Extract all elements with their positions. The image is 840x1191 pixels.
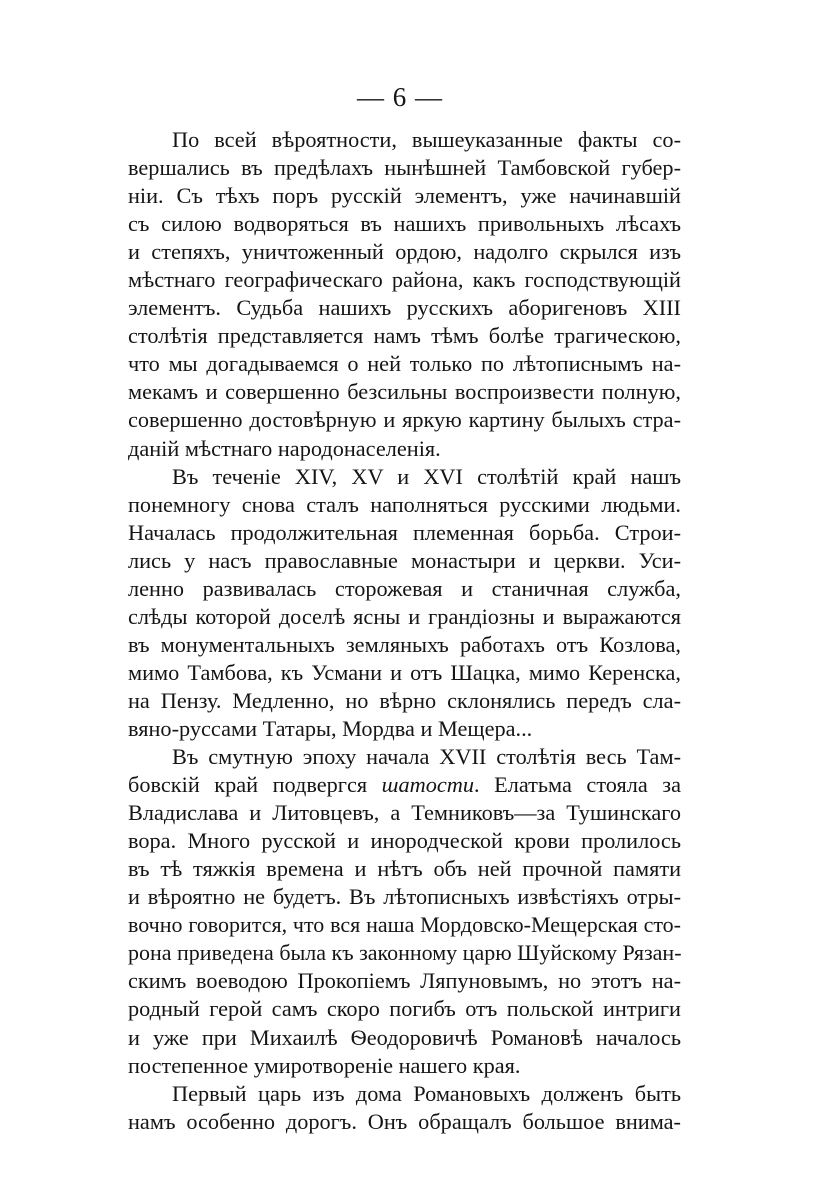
text-line: скимъ воеводою Прокопіемъ Ляпуновымъ, но этотъ на- <box>128 968 681 994</box>
text-line: вяно-руссами Татары, Мордва и Мещера... <box>128 715 533 741</box>
text-line: вершались въ предѣлахъ нынѣшней Тамбовской губер- <box>128 155 681 181</box>
text-line: намъ особенно дорогъ. Онъ обращалъ большое внима- <box>128 1108 681 1134</box>
text-line: и степяхъ, уничтоженный ордою, надолго скрылся изъ <box>128 239 681 265</box>
text-line: мекамъ и совершенно безсильны воспроизвести полную, <box>128 379 681 405</box>
text-line: Первый царь изъ дома Романовыхъ долженъ быть <box>172 1080 681 1106</box>
text-line: столѣтія представляется намъ тѣмъ болѣе трагическою, <box>128 323 681 349</box>
text-line: понемногу снова сталъ наполняться русскими людьми. <box>128 491 681 517</box>
emphasized-word: шатости <box>381 772 474 798</box>
text-line: элементъ. Судьба нашихъ русскихъ аборигеновъ XIII <box>128 295 681 321</box>
body-text <box>128 126 681 1136</box>
text-line: Въ смутную эпоху начала XVII столѣтія весь Там- <box>172 744 681 770</box>
text-line <box>128 771 681 799</box>
text-line: Началась продолжительная племенная борьба. Строи- <box>128 519 681 545</box>
text-line: и уже при Михаилѣ Ѳеодоровичѣ Романовѣ началось <box>128 1024 681 1050</box>
text-line: родный герой самъ скоро погибъ отъ польской интриги <box>128 996 681 1022</box>
text-line-start: бовскій край подвергся <box>128 772 382 798</box>
text-line: слѣды которой доселѣ ясны и грандіозны и выражаются <box>128 603 681 629</box>
text-line: даній мѣстнаго народонаселенія. <box>128 435 441 461</box>
text-line: лись у насъ православные монастыри и церкви. Уси- <box>128 547 681 573</box>
text-line: Въ теченіе XIV, XV и XVI столѣтій край нашъ <box>172 463 681 489</box>
text-line-end: . Елатьма стояла за <box>474 772 681 798</box>
text-line: вора. Много русской и инородческой крови пролилось <box>128 828 681 854</box>
text-line: мѣстнаго географическаго района, какъ господствующій <box>128 267 681 293</box>
text-line: съ силою водворяться въ нашихъ привольныхъ лѣсахъ <box>128 211 681 237</box>
text-line: въ тѣ тяжкія времена и нѣтъ объ ней прочной памяти <box>128 856 681 882</box>
text-line: совершенно достовѣрную и яркую картину былыхъ стра- <box>128 407 681 433</box>
text-line: и вѣроятно не будетъ. Въ лѣтописныхъ извѣстіяхъ отры- <box>128 884 681 910</box>
text-line: мимо Тамбова, къ Усмани и отъ Шацка, мимо Керенска, <box>128 659 681 685</box>
page-number: — 6 — <box>357 82 443 112</box>
text-line: вочно говорится, что вся наша Мордовско-Мещерская сто- <box>128 912 681 938</box>
text-line: ніи. Съ тѣхъ поръ русскій элементъ, уже начинавшій <box>128 183 681 209</box>
text-line: въ монументальныхъ земляныхъ работахъ отъ Козлова, <box>128 631 681 657</box>
text-line: что мы догадываемся о ней только по лѣтописнымъ на- <box>128 351 681 377</box>
text-line: на Пензу. Медленно, но вѣрно склонялись передъ сла- <box>128 687 681 713</box>
text-line: По всей вѣроятности, вышеуказанные факты со- <box>172 127 681 152</box>
text-line: постепенное умиротвореніе нашего края. <box>128 1052 521 1078</box>
text-line: ленно развивалась сторожевая и станичная служба, <box>128 575 681 601</box>
text-line: Владислава и Литовцевъ, а Темниковъ—за Тушинскаго <box>128 800 681 826</box>
text-line: рона приведена была къ законному царю Шуйскому Рязан- <box>128 940 682 966</box>
